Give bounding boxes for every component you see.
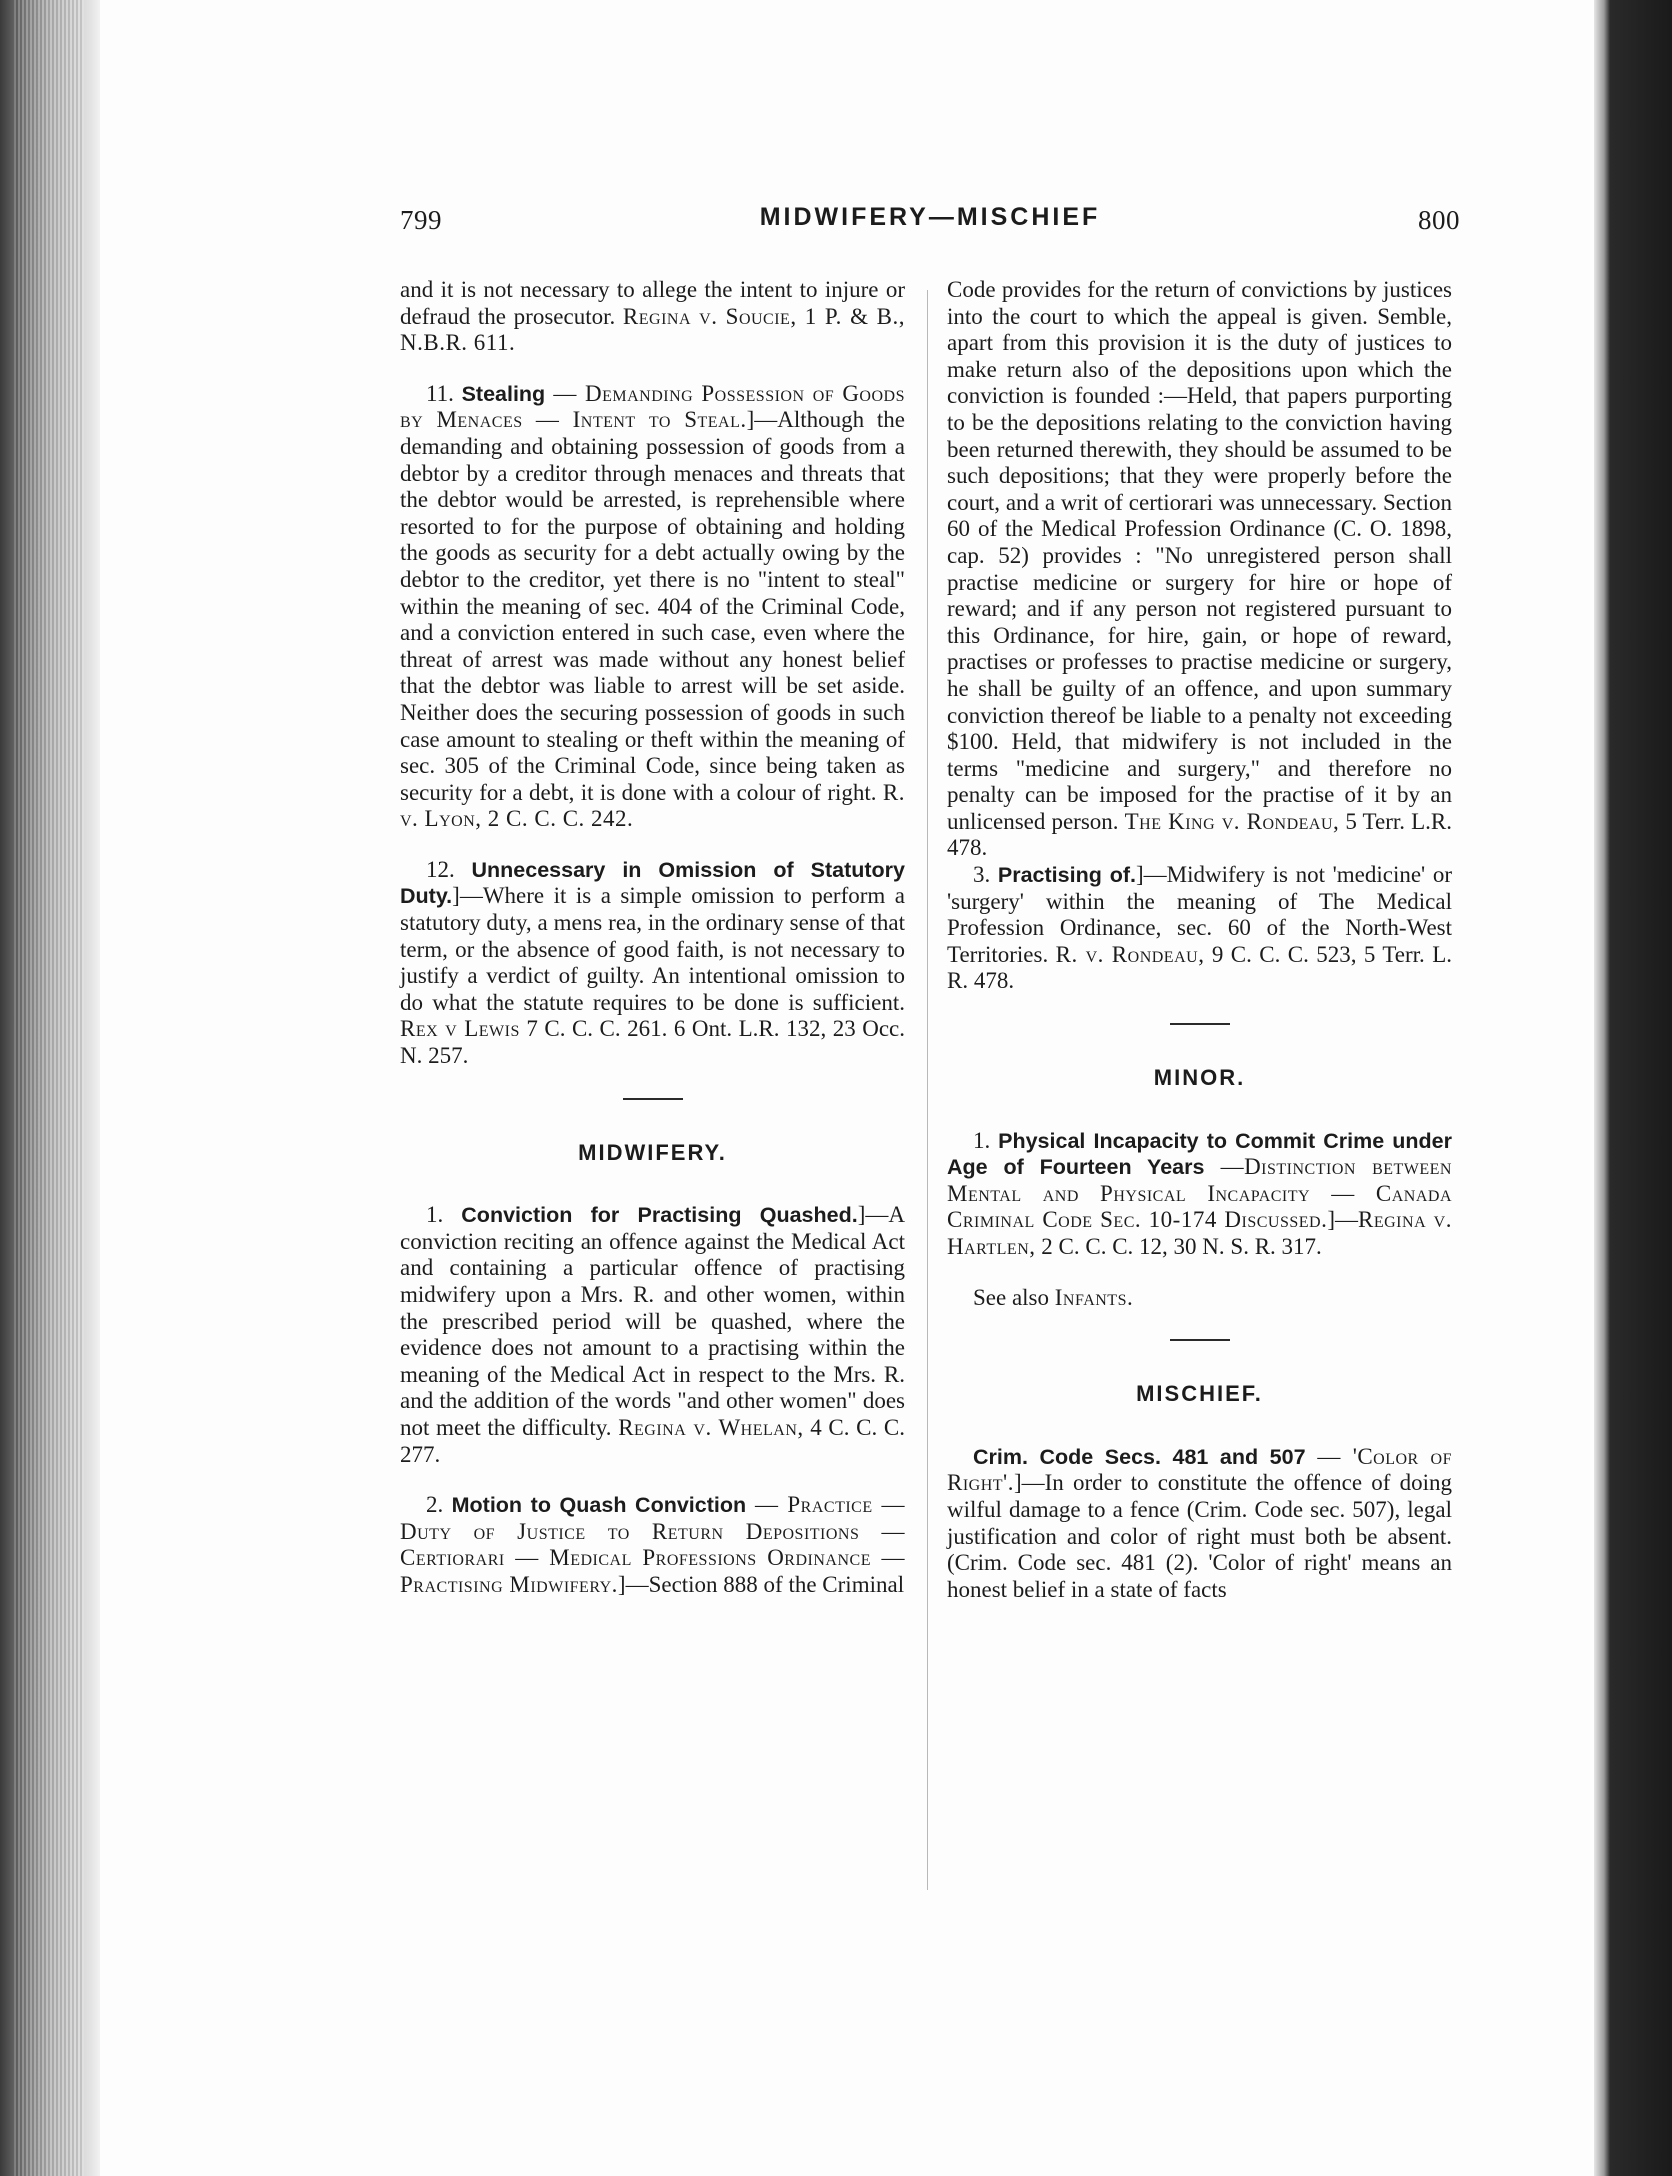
case-citation: Regina v. Hartlen, (947, 1207, 1452, 1259)
entry-11-stealing: 11. Stealing — Demanding Possession of Goods by Menaces — Intent to Steal.]—Although the demanding and obtaining possession of goods from a debtor by a creditor through menaces and threats that the debtor would be arrested, is reprehensible where resorted to for the purpose of obtaining and holding the goods as security for a debt actually owing by the debtor to the creditor, yet there is no "intent to steal" within the meaning of sec. 404 of the Criminal Code, and a conviction entered in such case, even where the threat of arrest was made without any honest belief that the debtor was liable to arrest will be set aside. Neither does the securing possession of goods in such case amount to stealing or theft within the meaning of sec. 305 of the Criminal Code, since being taken as security for a debt, it is done with a colour of right. R. v. Lyon, 2 C. C. C. 242. (400, 380, 905, 832)
section-separator (1170, 1023, 1230, 1025)
book-page-edges-left (0, 0, 100, 2176)
running-title: MIDWIFERY—MISCHIEF (759, 203, 1101, 231)
running-head (400, 205, 1460, 249)
entry-midwifery-3: 3. Practising of.]—Midwifery is not 'medicine' or 'surgery' within the meaning of The Medical Profession Ordinance, sec. 60 of the North-West Territories. R. v. Rondeau, 9 C. C. C. 523, 5 Terr. L. R. 478. (947, 862, 1452, 994)
case-citation: Rex v Lewis (400, 1016, 520, 1042)
case-citation: Regina v. Whelan, (618, 1414, 804, 1440)
entry-minor-1: 1. Physical Incapacity to Commit Crime under Age of Fourteen Years —Distinction between Mental and Physical Incapacity — Canada Criminal Code Sec. 10-174 Discussed.]—Regina v. Hartlen, 2 C. C. C. 12, 30 N. S. R. 317. (947, 1127, 1452, 1259)
section-heading-midwifery: MIDWIFERY. (578, 1139, 727, 1165)
entry-heading: Physical Incapacity to Commit Crime under Age of Fourteen Years (947, 1128, 1452, 1180)
section-separator (623, 1098, 683, 1100)
entry-heading: Motion to Quash Conviction (451, 1493, 747, 1518)
section-heading-minor: MINOR. (1153, 1065, 1246, 1091)
case-citation: Regina v. Soucie, 1 P. & B., N.B.R. 611. (400, 303, 905, 356)
page-number-right: 800 (1418, 205, 1460, 235)
entry-midwifery-1: 1. Conviction for Practising Quashed.]—A conviction reciting an offence against the Medical Act and containing a particular offence of practising midwifery upon a Mrs. R. and other women, within the prescribed period will be quashed, where the evidence does not amount to a practising within the meaning of the Medical Act in respect to the Mrs. R. and the addition of the words "and other women" does not meet the difficulty. Regina v. Whelan, 4 C. C. C. 277. (400, 1202, 905, 1467)
continued-entry: Code provides for the return of convictions by justices into the court to which the appeal is given. Semble, apart from this provision it is the duty of justices to make return also of the depositions upon which the conviction is founded :—Held, that papers purporting to be the depositions relating to the conviction having been returned therewith, they should be assumed to be such depositions; that they were properly before the court, and a writ of certiorari was unnecessary. Section 60 of the Medical Profession Ordinance (C. O. 1898, cap. 52) provides : "No unregistered person shall practise medicine or surgery for hire or hope of reward; and if any person not registered pursuant to this Ordinance, for hire, gain, or hope of reward, practises or professes to practise medicine or surgery, he shall be guilty of an offence, and upon summary conviction thereof be liable to a penalty not exceeding $100. Held, that midwifery is not included in the terms "medicine and surgery," and therefore no penalty can be imposed for the practise of it by an unlicensed person. The King v. Rondeau, 5 Terr. L.R. 478. (947, 277, 1452, 861)
right-column (947, 277, 1452, 1603)
case-citation: The King v. Rondeau, (1124, 808, 1340, 834)
continued-entry: and it is not necessary to allege the intent to injure or defraud the prosecutor. Regina v. Soucie, 1 P. & B., N.B.R. 611. (400, 277, 905, 356)
see-also-note: See also Infants. (973, 1284, 1134, 1310)
entry-heading: Unnecessary in Omission of Statutory Duty. (400, 857, 905, 909)
entry-midwifery-2: 2. Motion to Quash Conviction — Practice — Duty of Justice to Return Depositions — Certiorari — Medical Professions Ordinance — Practising Midwifery.]—Section 888 of the Criminal (400, 1492, 905, 1597)
cross-reference: Infants. (1054, 1284, 1134, 1310)
section-separator (1170, 1339, 1230, 1341)
column-divider (927, 290, 928, 1890)
left-column (400, 277, 905, 1599)
case-citation: R. v. Rondeau, (1055, 941, 1205, 967)
entry-heading: Conviction for Practising Quashed. (461, 1203, 858, 1228)
book-binding-right (1594, 0, 1672, 2176)
case-citation: R. v. Lyon, 2 C. C. C. 242. (400, 779, 905, 832)
page-number-left: 799 (400, 205, 442, 235)
entry-heading: Crim. Code Secs. 481 and 507 (973, 1444, 1306, 1469)
section-heading-mischief: MISCHIEF. (1136, 1381, 1263, 1407)
entry-12-unnecessary: 12. Unnecessary in Omission of Statutory Duty.]—Where it is a simple omission to perform a statutory duty, a mens rea, in the ordinary sense of that term, or the absence of good faith, is not necessary to justify a verdict of guilty. An intentional omission to do what the statute requires to be done is sufficient. Rex v Lewis 7 C. C. C. 261. 6 Ont. L.R. 132, 23 Occ. N. 257. (400, 856, 905, 1069)
entry-heading: Stealing (461, 381, 546, 406)
entry-heading: Practising of. (997, 863, 1136, 888)
entry-mischief: Crim. Code Secs. 481 and 507 — 'Color of Right'.]—In order to constitute the offence of doing wilful damage to a fence (Crim. Code sec. 507), legal justification and color of right must both be absent. (Crim. Code sec. 481 (2). 'Color of right' means an honest belief in a state of facts (947, 1443, 1452, 1602)
